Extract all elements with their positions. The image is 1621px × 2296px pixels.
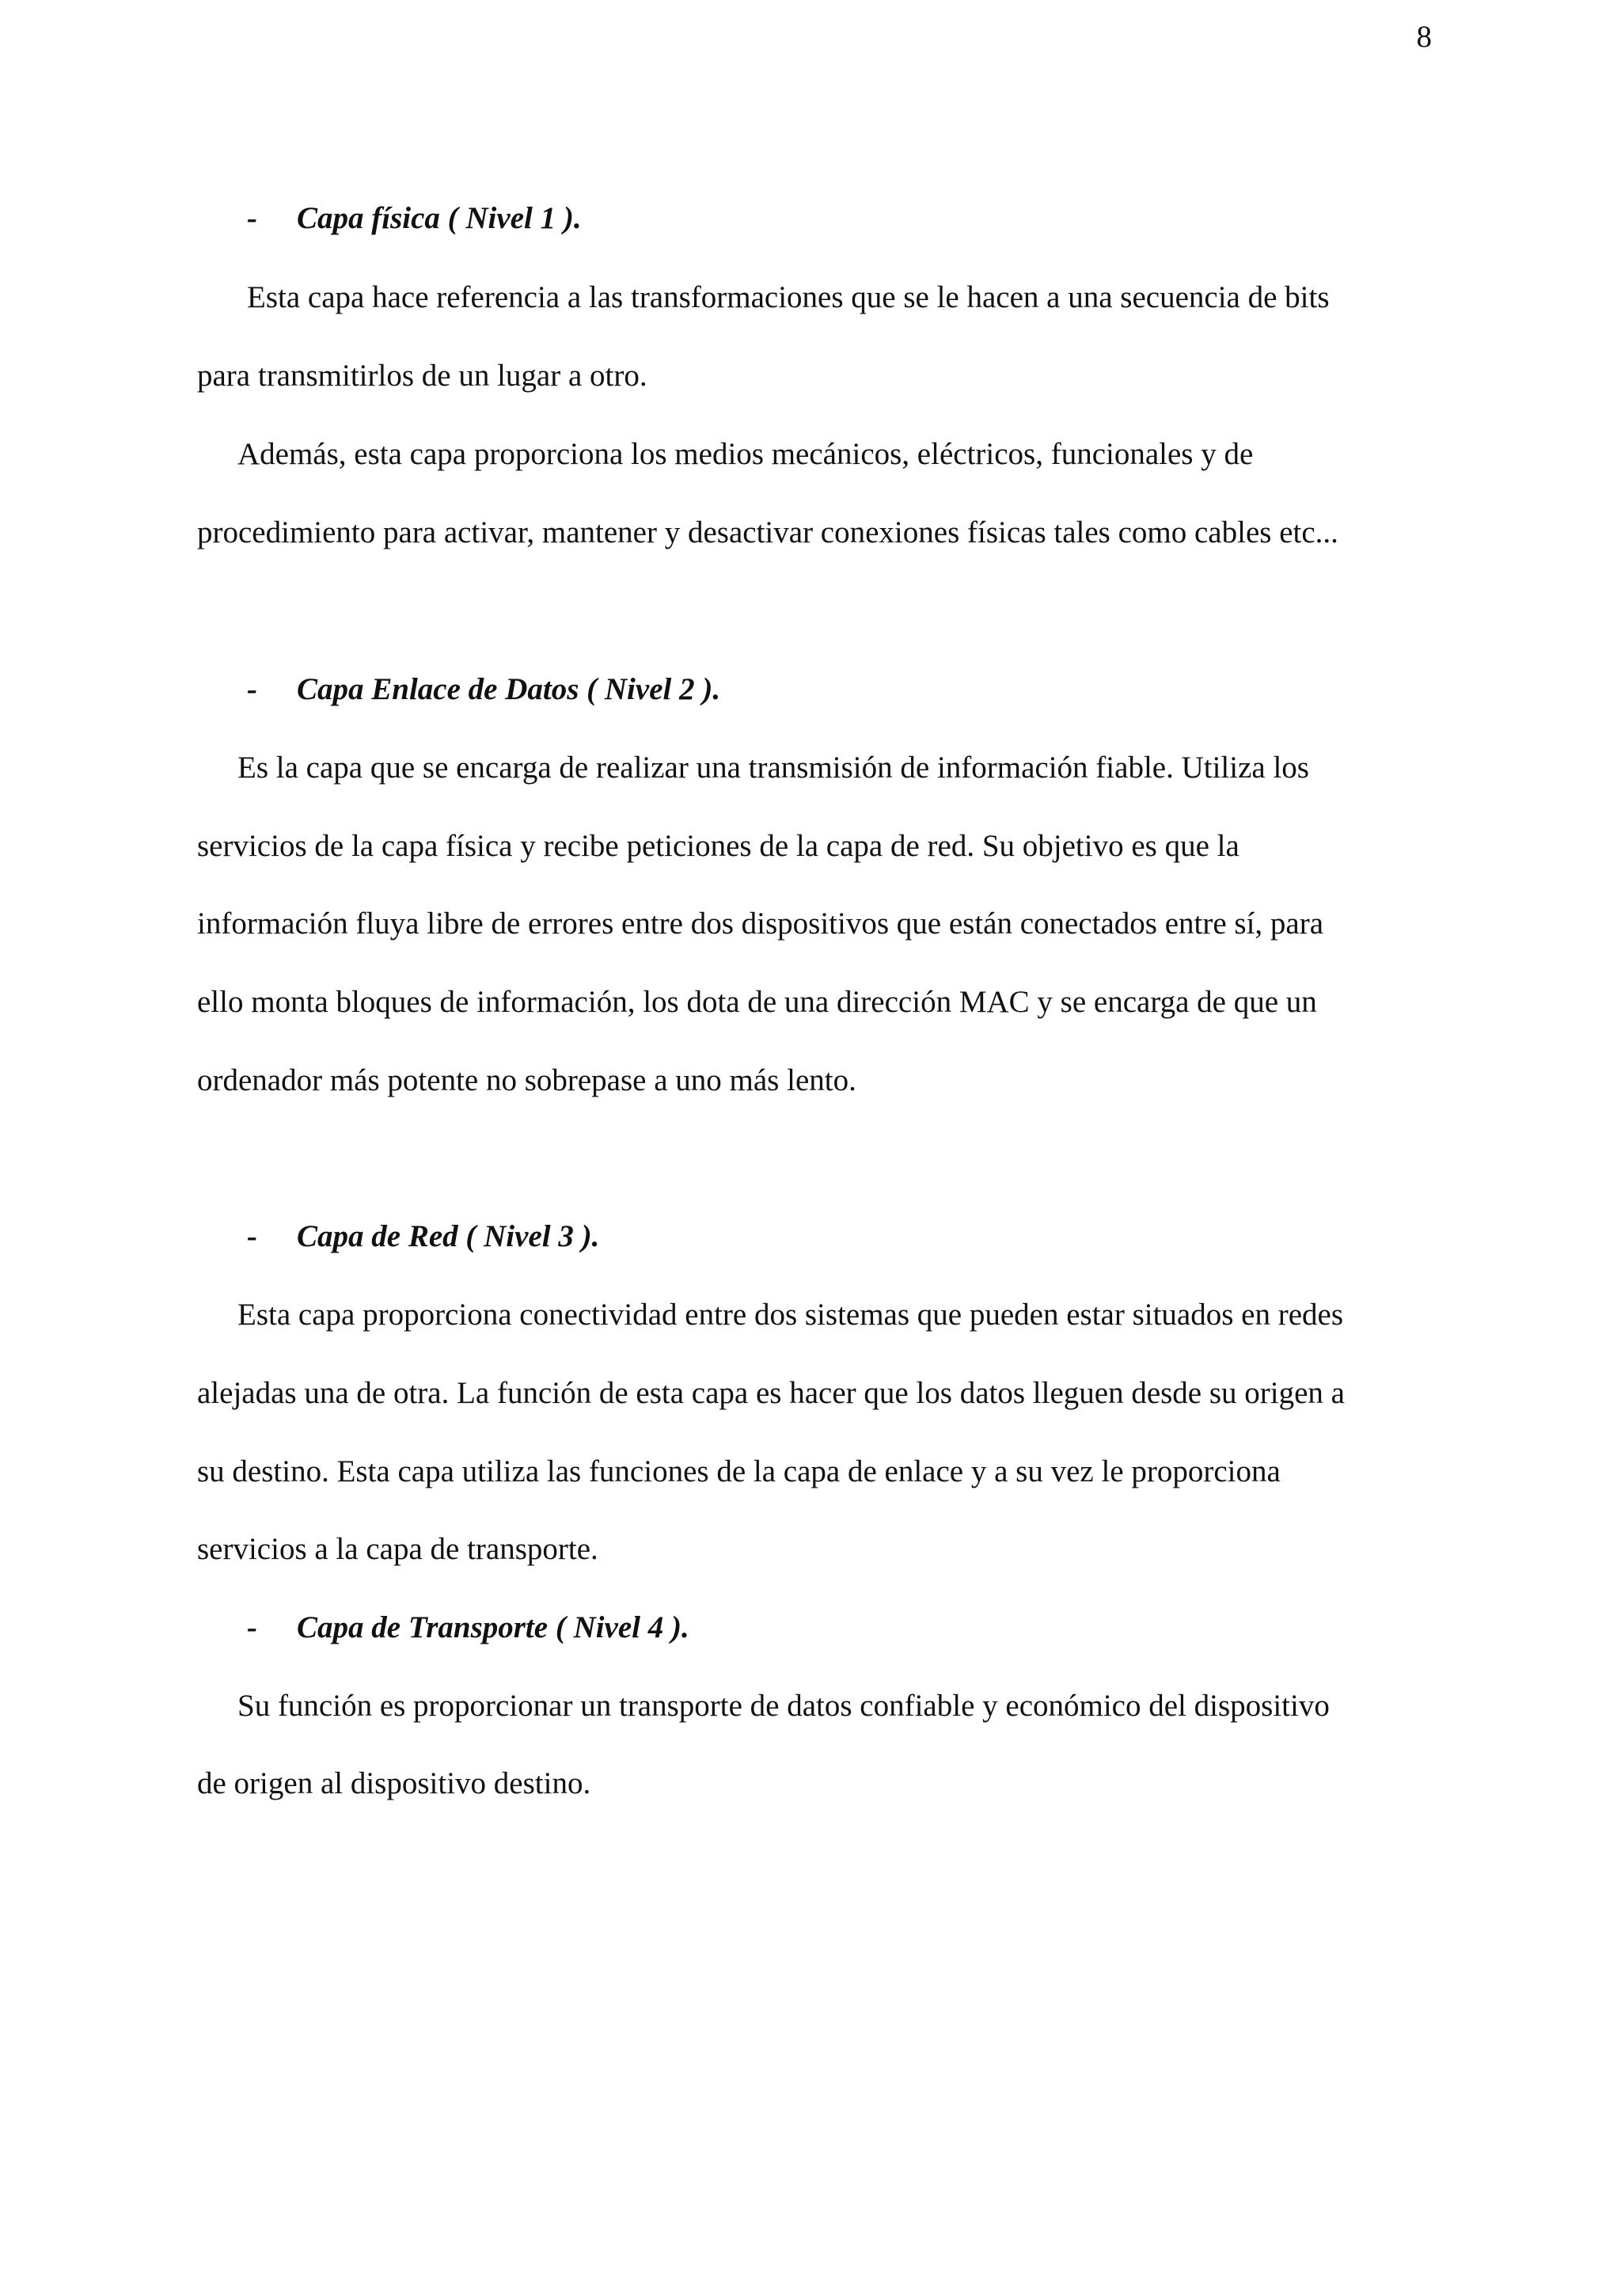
heading-title: Capa de Red ( Nivel 3 ). <box>297 1219 600 1253</box>
paragraph-line: procedimiento para activar, mantener y desactivar conexiones físicas tales como cables etc... <box>197 515 1338 549</box>
paragraph-line: Esta capa hace referencia a las transformaciones que se le hacen a una secuencia de bits <box>247 280 1330 314</box>
heading-dash: - <box>247 201 257 235</box>
paragraph-line: alejadas una de otra. La función de esta capa es hacer que los datos lleguen desde su origen a <box>197 1376 1345 1410</box>
heading-dash: - <box>247 672 257 706</box>
heading-title: Capa de Transporte ( Nivel 4 ). <box>297 1610 689 1644</box>
paragraph-line: servicios a la capa de transporte. <box>197 1532 598 1566</box>
paragraph-line: información fluya libre de errores entre dos dispositivos que están conectados entre sí, para <box>197 907 1324 941</box>
heading-title: Capa Enlace de Datos ( Nivel 2 ). <box>297 672 721 706</box>
paragraph-line: Es la capa que se encarga de realizar una transmisión de información fiable. Utiliza los <box>237 751 1309 785</box>
paragraph-line: ordenador más potente no sobrepase a uno más lento. <box>197 1063 856 1097</box>
heading-dash: - <box>247 1219 257 1253</box>
paragraph-line: Además, esta capa proporciona los medios mecánicos, eléctricos, funcionales y de <box>237 437 1254 471</box>
heading-title: Capa física ( Nivel 1 ). <box>297 201 582 235</box>
paragraph-line: ello monta bloques de información, los dota de una dirección MAC y se encarga de que un <box>197 985 1317 1019</box>
heading-dash: - <box>247 1610 257 1644</box>
paragraph-line: servicios de la capa física y recibe peticiones de la capa de red. Su objetivo es que la <box>197 829 1239 863</box>
paragraph-line: Esta capa proporciona conectividad entre dos sistemas que pueden estar situados en redes <box>237 1298 1344 1332</box>
paragraph-line: de origen al dispositivo destino. <box>197 1766 591 1800</box>
paragraph-line: Su función es proporcionar un transporte de datos confiable y económico del dispositivo <box>237 1689 1330 1723</box>
paragraph-line: para transmitirlos de un lugar a otro. <box>197 359 647 393</box>
page-number: 8 <box>1416 20 1432 54</box>
paragraph-line: su destino. Esta capa utiliza las funciones de la capa de enlace y a su vez le proporciona <box>197 1454 1281 1488</box>
